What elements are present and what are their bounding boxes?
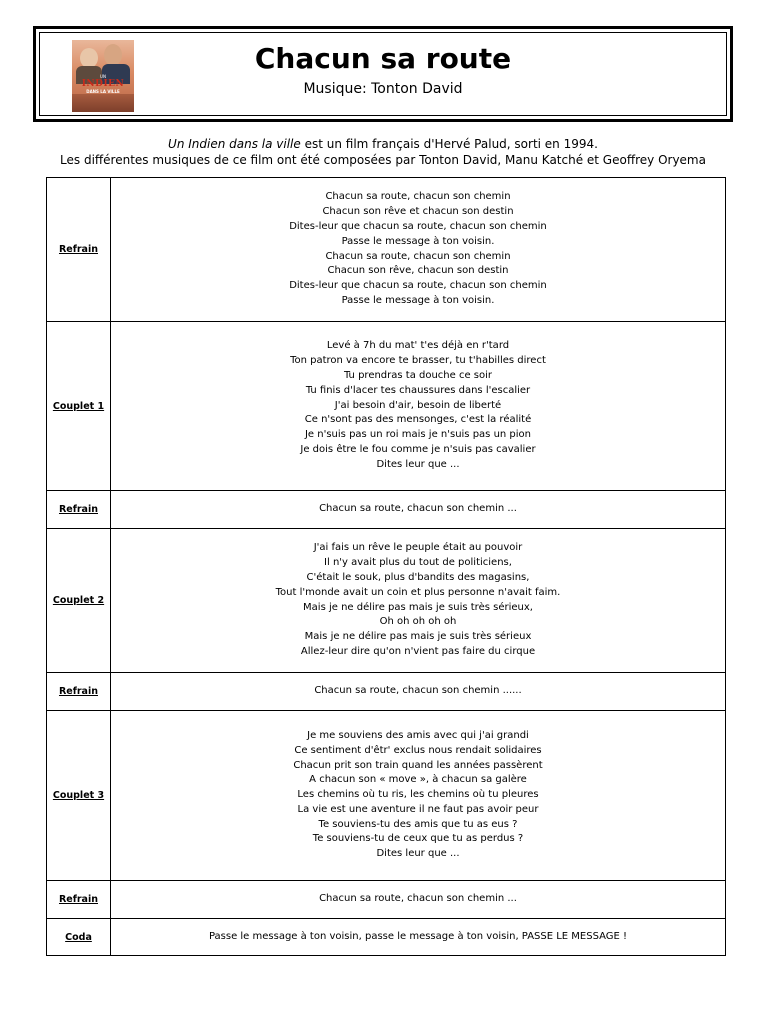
poster-sub-text: DANS LA VILLE (86, 89, 120, 94)
section-lyrics (111, 178, 726, 322)
section-label: Couplet 3 (47, 711, 111, 881)
lyric-line: Tu finis d'lacer tes chaussures dans l'escalier (305, 384, 531, 396)
lyric-line: Chacun son rêve et chacun son destin (322, 206, 514, 218)
section-label: Couplet 2 (47, 529, 111, 673)
lyric-line: Allez-leur dire qu'on n'vient pas faire du cirque (300, 645, 536, 657)
section-label: Couplet 1 (47, 322, 111, 491)
header-box (33, 26, 733, 122)
lyric-line: Ton patron va encore te brasser, tu t'habilles direct (290, 355, 546, 367)
section-label: Refrain (47, 491, 111, 529)
lyric-line: Levé à 7h du mat' t'es déjà en r'tard (326, 340, 510, 352)
lyric-line: Chacun sa route, chacun son chemin (325, 250, 511, 262)
section-label: Refrain (47, 881, 111, 919)
poster-top-text: UN (100, 74, 106, 79)
lyric-line: Tu prendras ta douche ce soir (343, 370, 493, 381)
lyric-line: Passe le message à ton voisin. (341, 294, 495, 306)
film-title: Un Indien dans la ville (168, 137, 301, 151)
lyrics-row (47, 529, 726, 673)
lyric-line: Chacun sa route, chacun son chemin ... (319, 503, 517, 515)
intro-line-1-rest: est un film français d'Hervé Palud, sorti en 1994. (300, 137, 598, 151)
intro-line-2: Les différentes musiques de ce film ont été composées par Tonton David, Manu Katché et Geoffrey Oryema (60, 153, 706, 167)
poster-title-text: INDIEN (81, 79, 125, 89)
section-label: Refrain (47, 673, 111, 711)
lyric-line: Chacun son rêve, chacun son destin (327, 265, 509, 277)
section-label: Coda (47, 919, 111, 956)
lyric-line: Mais je ne délire pas mais je suis très sérieux (304, 631, 532, 643)
intro-line-1 (33, 136, 733, 152)
lyrics-row (47, 178, 726, 322)
lyrics-row (47, 322, 726, 491)
lyric-line: J'ai fais un rêve le peuple était au pouvoir (313, 542, 523, 554)
lyric-line: Il n'y avait plus du tout de politiciens, (324, 557, 512, 569)
section-lyrics (111, 919, 726, 956)
lyric-line: Dites leur que ... (376, 848, 460, 860)
page-title: Chacun sa route (254, 42, 512, 75)
lyric-line: Passe le message à ton voisin, passe le message à ton voisin, PASSE LE MESSAGE ! (208, 930, 628, 942)
lyric-line: Les chemins où tu ris, les chemins où tu pleures (297, 789, 539, 801)
lyric-line: Tout l'monde avait un coin et plus personne n'avait faim. (275, 586, 561, 598)
section-lyrics (111, 881, 726, 919)
lyric-line: Te souviens-tu de ceux que tu as perdus ? (312, 833, 524, 845)
lyric-line: Oh oh oh oh oh (379, 616, 457, 628)
lyric-line: Te souviens-tu des amis que tu as eus ? (318, 818, 518, 830)
page-subtitle: Musique: Tonton David (303, 81, 463, 97)
lyric-line: Ce n'sont pas des mensonges, c'est la réalité (304, 414, 532, 426)
section-label: Refrain (47, 178, 111, 322)
lyric-line: Ce sentiment d'êtr' exclus nous rendait solidaires (294, 744, 542, 756)
lyric-line: Mais je ne délire pas mais je suis très sérieux, (303, 601, 533, 613)
lyric-line: Chacun sa route, chacun son chemin (325, 191, 511, 203)
section-lyrics (111, 529, 726, 673)
lyric-line: Dites-leur que chacun sa route, chacun son chemin (289, 220, 547, 232)
lyrics-row (47, 491, 726, 529)
lyric-line: C'était le souk, plus d'bandits des magasins, (306, 571, 530, 583)
lyrics-table (46, 177, 726, 956)
lyric-line: Chacun sa route, chacun son chemin ...... (314, 685, 522, 697)
section-lyrics (111, 673, 726, 711)
lyrics-row (47, 881, 726, 919)
section-lyrics (111, 491, 726, 529)
lyric-line: J'ai besoin d'air, besoin de liberté (334, 399, 502, 411)
lyric-line: Dites leur que ... (376, 458, 460, 470)
lyrics-table-body (47, 178, 726, 956)
lyric-line: Passe le message à ton voisin. (341, 235, 495, 247)
lyric-line: La vie est une aventure il ne faut pas avoir peur (297, 803, 539, 815)
lyric-line: Chacun sa route, chacun son chemin ... (319, 893, 517, 905)
lyrics-row (47, 919, 726, 956)
lyric-line: Chacun prit son train quand les années passèrent (293, 759, 543, 771)
lyric-line: Je dois être le fou comme je n'suis pas cavalier (300, 443, 536, 455)
lyric-line: Je n'suis pas un roi mais je n'suis pas un pion (304, 429, 531, 441)
lyrics-row (47, 673, 726, 711)
section-lyrics (111, 711, 726, 881)
lyric-line: Dites-leur que chacun sa route, chacun son chemin (289, 280, 547, 292)
lyrics-row (47, 711, 726, 881)
intro-paragraph (33, 136, 733, 168)
section-lyrics (111, 322, 726, 491)
lyric-line: A chacun son « move », à chacun sa galère (309, 774, 527, 786)
header-inner-border (39, 32, 727, 116)
lyric-line: Je me souviens des amis avec qui j'ai grandi (307, 729, 529, 741)
